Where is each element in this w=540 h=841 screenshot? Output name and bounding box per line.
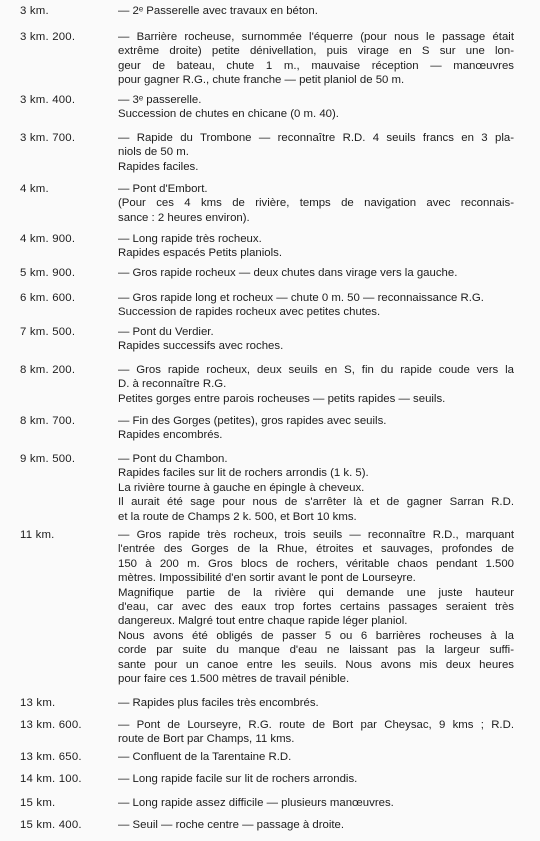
entry-distance: 4 km. — [20, 183, 49, 195]
entry-distance: 13 km. 650. — [20, 751, 82, 763]
description-line: extrême droite) petite dénivellation, puis virage en S sur une lon- — [118, 45, 514, 58]
description-line: mètres. Impossibilité d'en sortir avant le pont de Lourseyre. — [118, 572, 416, 585]
description-line: Magnifique partie de la rivière qui demande une juste hauteur — [118, 586, 514, 599]
description-line: — Gros rapide rocheux, deux seuils en S, fin du rapide coude vers la — [118, 364, 514, 376]
entry-distance: 3 km. 200. — [20, 31, 76, 43]
description-line: sante pour un canoe entre les seuils. Nous avons mis deux heures — [118, 658, 514, 671]
entry-description — [118, 696, 514, 710]
log-entry — [0, 718, 540, 747]
entry-distance: 8 km. 200. — [20, 364, 76, 376]
description-line: — Gros rapide très rocheux, trois seuils — reconnaître R.D., marquant — [118, 529, 514, 541]
description-line: Rapides encombrés. — [118, 429, 223, 442]
entry-description — [118, 4, 514, 18]
description-line: d'eau, car avec des eaux trop fortes certains passages seraient très — [118, 601, 514, 614]
entry-distance: 7 km. 500. — [20, 326, 76, 338]
description-line: geur de bateau, chute 1 m., mauvaise réception — manœuvres — [118, 59, 514, 72]
log-entry — [0, 696, 540, 710]
entry-description — [118, 528, 514, 686]
description-line: route de Bort par Champs, 11 kms. — [118, 733, 295, 746]
entry-description — [118, 718, 514, 747]
description-line: Rapides faciles. — [118, 160, 199, 173]
log-entry — [0, 131, 540, 174]
entry-description — [118, 414, 514, 443]
log-entry — [0, 291, 540, 320]
description-line: — Barrière rocheuse, surnommée l'équerre (pour nous le passage était — [118, 31, 514, 43]
description-line: (Pour ces 4 kms de rivière, temps de navigation avec reconnais- — [118, 197, 514, 210]
entry-description — [118, 796, 514, 810]
log-entry — [0, 528, 540, 686]
description-line: niols de 50 m. — [118, 146, 189, 159]
entry-description — [118, 93, 514, 122]
entry-description — [118, 452, 514, 524]
description-line: — Pont du Verdier. — [118, 326, 214, 338]
description-line: La rivière tourne à gauche en épingle à cheveux. — [118, 481, 365, 494]
entry-description — [118, 182, 514, 225]
log-entry — [0, 266, 540, 280]
description-line: Rapides successifs avec roches. — [118, 340, 284, 353]
entry-distance: 14 km. 100. — [20, 773, 82, 785]
entry-distance: 3 km. 400. — [20, 94, 76, 106]
description-line: — Gros rapide rocheux — deux chutes dans virage vers la gauche. — [118, 267, 458, 279]
entry-distance: 11 km. — [20, 529, 55, 541]
description-line: — Seuil — roche centre — passage à droite. — [118, 819, 345, 831]
entry-description — [118, 363, 514, 406]
entry-distance: 13 km. — [20, 697, 56, 709]
entry-distance: 6 km. 600. — [20, 292, 76, 304]
description-line: — Long rapide facile sur lit de rochers arrondis. — [118, 773, 358, 785]
log-entry — [0, 414, 540, 443]
description-line: — Gros rapide long et rocheux — chute 0 m. 50 — reconnaissance R.G. — [118, 292, 484, 304]
description-line: Rapides faciles sur lit de rochers arrondis (1 k. 5). — [118, 467, 369, 480]
entry-description — [118, 291, 514, 320]
entry-distance: 5 km. 900. — [20, 267, 76, 279]
entry-distance: 3 km. 700. — [20, 132, 76, 144]
entry-description — [118, 325, 514, 354]
entry-description — [118, 30, 514, 88]
log-entry — [0, 4, 540, 18]
description-line: D. à reconnaître R.G. — [118, 378, 227, 391]
description-line: — Pont du Chambon. — [118, 453, 228, 465]
description-line: l'entrée des Gorges de la Rhue, étroites et sauvages, profondes de — [118, 543, 514, 556]
description-line: — Long rapide assez difficile — plusieurs manœuvres. — [118, 797, 394, 809]
log-entry — [0, 796, 540, 810]
description-line: Rapides espacés Petits planiols. — [118, 247, 282, 260]
entry-description — [118, 131, 514, 174]
entry-distance: 15 km. 400. — [20, 819, 82, 831]
entry-description — [118, 750, 514, 764]
description-line: — Long rapide très rocheux. — [118, 233, 262, 245]
entry-distance: 9 km. 500. — [20, 453, 76, 465]
description-line: dangereux. Malgré tout entre chaque rapide léger planiol. — [118, 615, 408, 628]
log-entry — [0, 30, 540, 88]
entry-distance: 8 km. 700. — [20, 415, 76, 427]
description-line: Succession de rapides rocheux avec petites chutes. — [118, 306, 381, 319]
entry-description — [118, 232, 514, 261]
log-entry — [0, 232, 540, 261]
description-line: Il aurait été sage pour nous de s'arrêter là et de gagner Sarran R.D. — [118, 496, 514, 509]
entry-distance: 3 km. — [20, 5, 49, 17]
entry-description — [118, 772, 514, 786]
log-entry — [0, 750, 540, 764]
log-entry — [0, 452, 540, 524]
description-line: Nous avons été obligés de passer 5 ou 6 barrières rocheuses à la — [118, 629, 514, 642]
description-line: pour gagner R.G., chute franche — petit planiol de 50 m. — [118, 74, 405, 87]
description-line: — Fin des Gorges (petites), gros rapides avec seuils. — [118, 415, 387, 427]
description-line: — Rapides plus faciles très encombrés. — [118, 697, 319, 709]
description-line: Petites gorges entre parois rocheuses — petits rapides — seuils. — [118, 392, 446, 405]
description-line: — Confluent de la Tarentaine R.D. — [118, 751, 292, 763]
description-line: — 3ᵉ passerelle. — [118, 94, 202, 106]
entry-distance: 13 km. 600. — [20, 719, 82, 731]
description-line: sance : 2 heures environ). — [118, 211, 250, 224]
log-entry — [0, 363, 540, 406]
description-line: — 2ᵉ Passerelle avec travaux en béton. — [118, 5, 318, 17]
entry-distance: 15 km. — [20, 797, 56, 809]
entry-description — [118, 818, 514, 832]
description-line: et la route de Champs 2 k. 500, et Bort 10 kms. — [118, 510, 357, 523]
description-line: corde par suite du manque d'eau ne laissant pas la largeur suffi- — [118, 644, 514, 657]
description-line: — Pont de Lourseyre, R.G. route de Bort par Cheysac, 9 kms ; R.D. — [118, 719, 514, 731]
description-line: 150 à 200 m. Gros blocs de rochers, véritable chaos pendant 1.500 — [118, 557, 514, 570]
log-entry — [0, 325, 540, 354]
log-entry — [0, 93, 540, 122]
log-entry — [0, 818, 540, 832]
log-entry — [0, 772, 540, 786]
description-line: — Pont d'Embort. — [118, 183, 208, 195]
entry-description — [118, 266, 514, 280]
entry-distance: 4 km. 900. — [20, 233, 76, 245]
description-line: — Rapide du Trombone — reconnaître R.D. 4 seuils francs en 3 pla- — [118, 132, 514, 144]
log-entry — [0, 182, 540, 225]
description-line: pour faire ces 1.500 mètres de travail pénible. — [118, 673, 350, 686]
description-line: Succession de chutes en chicane (0 m. 40). — [118, 108, 339, 121]
